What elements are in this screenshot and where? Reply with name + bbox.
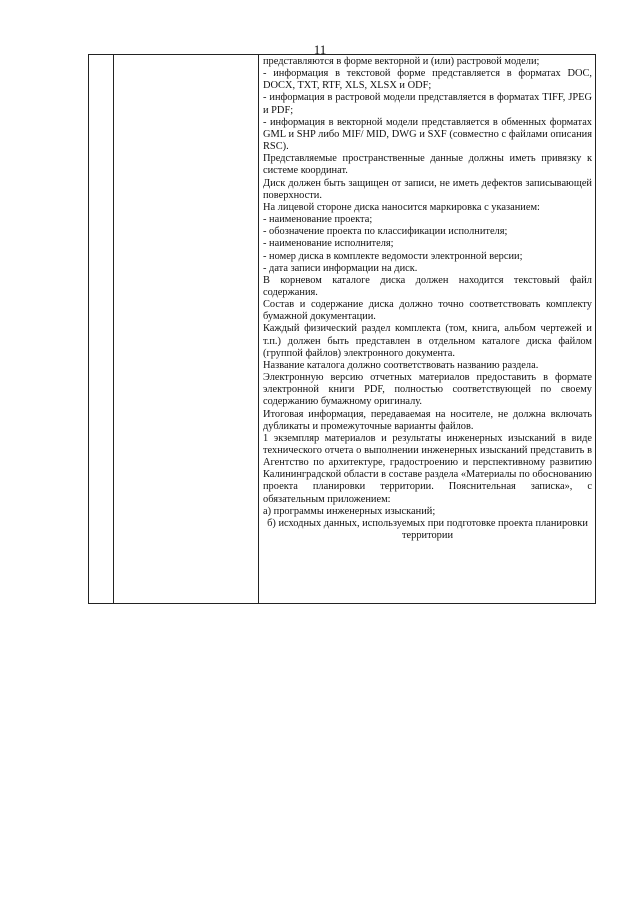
page-number: 11	[313, 42, 327, 57]
paragraph: - информация в векторной модели представляется в обменных форматах GML и SHP либо MIF/ MID, DWG и SXF (совместно с файлами описания RSC).	[263, 116, 592, 153]
list-item: - обозначение проекта по классификации исполнителя;	[263, 226, 508, 238]
list-item: а) программы инженерных изысканий;	[263, 505, 436, 517]
list-item: б) исходных данных, используемых при подготовке проекта планировки территории	[267, 517, 588, 542]
number-cell	[89, 55, 114, 604]
paragraph: - информация в текстовой форме представляется в форматах DOC, DOCX, TXT, RTF, XLS, XLSX и ODF;	[263, 68, 592, 92]
paragraph: Название каталога должно соответствовать названию раздела.	[263, 359, 539, 371]
paragraph: Каждый физический раздел комплекта (том, книга, альбом чертежей и т.п.) должен быть представлен в отдельном каталоге диска файлом (группой файлов) электронного документа.	[263, 323, 592, 359]
paragraph: 1 экземпляр материалов и результаты инженерных изысканий в виде технического отчета о выполнении инженерных изысканий представить в Агентство по архитектуре, градостроению и перспективному развитию Калининградской области в составе раздела «Материалы по обоснованию проекта планировки территории. Пояснительная записка», с обязательным приложением:	[263, 432, 592, 505]
list-item: - дата записи информации на диск.	[263, 262, 418, 274]
paragraph: Диск должен быть защищен от записи, не иметь дефектов записывающей поверхности.	[263, 177, 592, 201]
paragraph: В корневом каталоге диска должен находится текстовый файл содержания.	[263, 274, 592, 298]
list-item: - наименование проекта;	[263, 214, 373, 226]
paragraph: Итоговая информация, передаваемая на носителе, не должна включать дубликаты и промежуточные варианты файлов.	[263, 408, 592, 432]
paragraph: представляются в форме векторной и (или) растровой модели;	[263, 56, 540, 67]
list-item: - номер диска в комплекте ведомости электронной версии;	[263, 250, 523, 262]
content-cell	[259, 55, 596, 604]
list-item: - наименование исполнителя;	[263, 238, 394, 250]
paragraph: - информация в растровой модели представляется в форматах TIFF, JPEG и PDF;	[263, 92, 592, 116]
content-text	[263, 56, 592, 542]
paragraph: Представляемые пространственные данные должны иметь привязку к системе координат.	[263, 153, 592, 177]
paragraph: Состав и содержание диска должно точно соответствовать комплекту бумажной документации.	[263, 299, 592, 323]
requirements-table	[88, 54, 596, 604]
title-cell	[114, 55, 259, 604]
paragraph: На лицевой стороне диска наносится маркировка с указанием:	[263, 201, 540, 213]
paragraph: Электронную версию отчетных материалов предоставить в формате электронной книги PDF, полностью соответствующей по своему содержанию бумажному оригиналу.	[263, 372, 592, 408]
table-row	[89, 55, 596, 604]
